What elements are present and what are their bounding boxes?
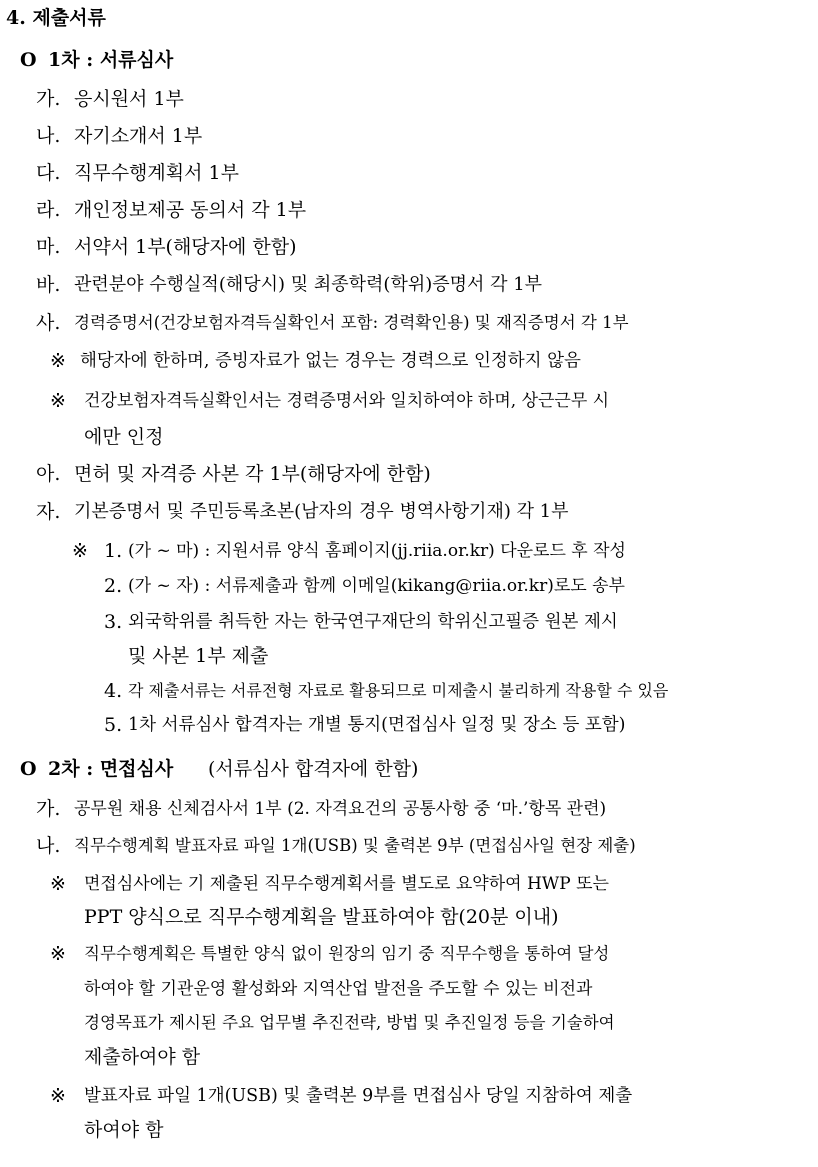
- note-text: 하여야 함: [84, 1119, 164, 1141]
- note-marker: ※: [50, 943, 66, 965]
- footnote-text: 외국학위를 취득한 자는 한국연구재단의 학위신고필증 원본 제시: [128, 612, 618, 632]
- footnote-number: 1.: [104, 540, 123, 562]
- note-text: PPT 양식으로 직무수행계획을 발표하여야 함(20분 이내): [84, 906, 559, 928]
- note-text: 하여야 할 기관운영 활성화와 지역산업 발전을 주도할 수 있는 비전과: [84, 979, 593, 999]
- note-text: 직무수행계획은 특별한 양식 없이 원장의 임기 중 직무수행을 통하여 달성: [84, 944, 610, 963]
- footnote-text: 1차 서류심사 합격자는 개별 통지(면접심사 일정 및 장소 등 포함): [128, 715, 626, 735]
- footnote-number: 4.: [104, 680, 123, 702]
- list-item: 관련분야 수행실적(해당시) 및 최종학력(학위)증명서 각 1부: [74, 274, 543, 295]
- stage1-heading: 1차 : 서류심사: [48, 49, 174, 71]
- note-text: 제출하여야 함: [84, 1046, 201, 1068]
- item-marker: 아.: [36, 463, 61, 485]
- stage2-heading-note: (서류심사 합격자에 한함): [208, 758, 419, 780]
- footnote-text: (가 ~ 마) : 지원서류 양식 홈페이지(jj.riia.or.kr) 다운로드 후 작성: [128, 541, 626, 561]
- item-marker: 가.: [36, 798, 61, 820]
- footnote-text: 및 사본 1부 제출: [128, 645, 269, 667]
- item-marker: 사.: [36, 312, 61, 334]
- item-marker: 라.: [36, 199, 61, 221]
- note-text: 발표자료 파일 1개(USB) 및 출력본 9부를 면접심사 당일 지참하여 제출: [84, 1086, 633, 1106]
- list-item: 경력증명서(건강보험자격득실확인서 포함: 경력확인용) 및 재직증명서 각 1부: [74, 313, 629, 332]
- list-item: 직무수행계획서 1부: [74, 162, 239, 184]
- item-marker: 가.: [36, 88, 61, 110]
- note-marker: ※: [50, 350, 66, 372]
- item-marker: 다.: [36, 162, 61, 184]
- list-item: 면허 및 자격증 사본 각 1부(해당자에 한함): [74, 463, 431, 485]
- list-item: 기본증명서 및 주민등록초본(남자의 경우 병역사항기재) 각 1부: [74, 501, 569, 522]
- list-item: 공무원 채용 신체검사서 1부 (2. 자격요건의 공통사항 중 ‘마.’항목 관련): [74, 799, 607, 819]
- note-text: 에만 인정: [84, 426, 164, 448]
- item-marker: 나.: [36, 835, 61, 857]
- footnote-text: 각 제출서류는 서류전형 자료로 활용되므로 미제출시 불리하게 작용할 수 있음: [128, 681, 669, 700]
- stage2-heading-bullet: O: [20, 758, 37, 780]
- footnote-number: 3.: [104, 611, 123, 633]
- footnote-number: 2.: [104, 575, 123, 597]
- item-marker: 마.: [36, 236, 61, 258]
- note-marker: ※: [50, 390, 66, 412]
- list-item: 자기소개서 1부: [74, 125, 203, 147]
- footnote-number: 5.: [104, 714, 123, 736]
- list-item: 개인정보제공 동의서 각 1부: [74, 199, 307, 221]
- note-text: 경영목표가 제시된 주요 업무별 추진전략, 방법 및 추진일정 등을 기술하여: [84, 1013, 615, 1032]
- item-marker: 바.: [36, 274, 61, 296]
- list-item: 서약서 1부(해당자에 한함): [74, 236, 297, 258]
- item-marker: 자.: [36, 501, 61, 523]
- section-title: 4. 제출서류: [6, 7, 106, 29]
- note-marker: ※: [50, 1085, 66, 1107]
- footnote-marker: ※: [72, 540, 88, 562]
- footnote-text: (가 ~ 자) : 서류제출과 함께 이메일(kikang@riia.or.kr)로도 송부: [128, 576, 625, 596]
- stage1-heading-bullet: O: [20, 49, 37, 71]
- item-marker: 나.: [36, 125, 61, 147]
- list-item: 직무수행계획 발표자료 파일 1개(USB) 및 출력본 9부 (면접심사일 현장 제출): [74, 836, 636, 855]
- stage2-heading: 2차 : 면접심사: [48, 758, 174, 780]
- note-text: 해당자에 한하며, 증빙자료가 없는 경우는 경력으로 인정하지 않음: [80, 351, 581, 371]
- list-item: 응시원서 1부: [74, 88, 184, 110]
- note-marker: ※: [50, 873, 66, 895]
- note-text: 면접심사에는 기 제출된 직무수행계획서를 별도로 요약하여 HWP 또는: [84, 874, 609, 894]
- note-text: 건강보험자격득실확인서는 경력증명서와 일치하여야 하며, 상근근무 시: [84, 391, 610, 411]
